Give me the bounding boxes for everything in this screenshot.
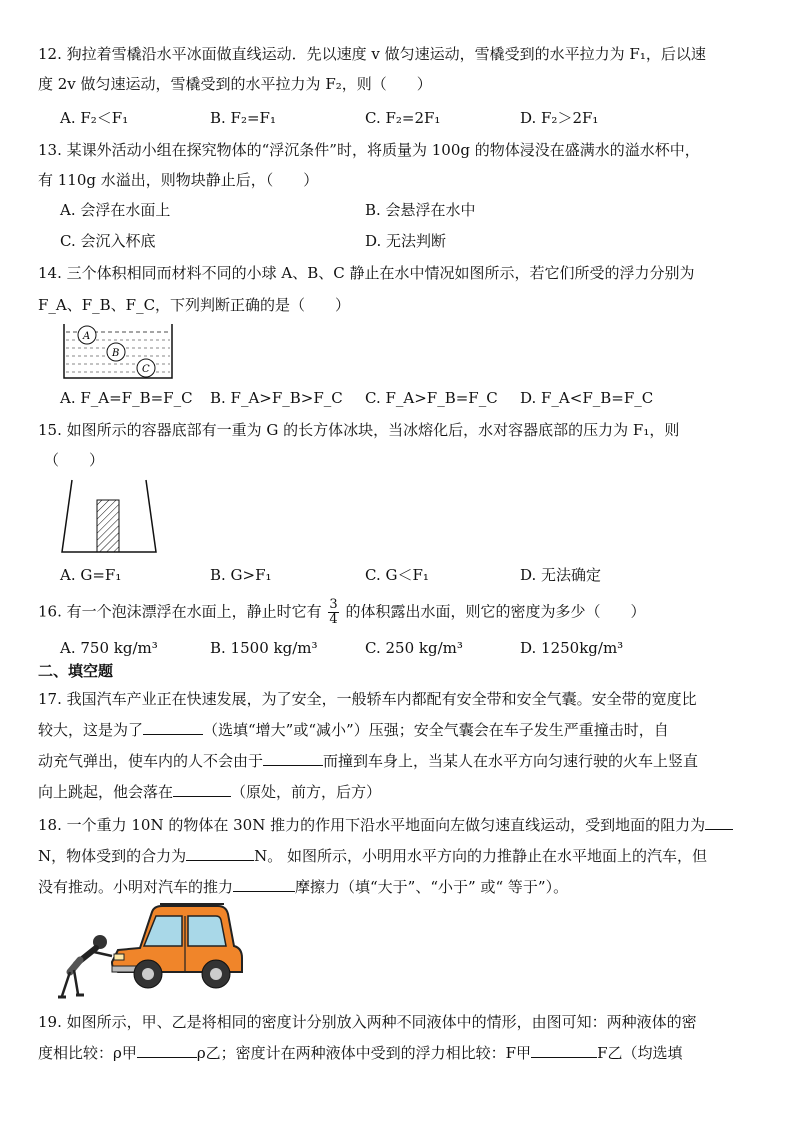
q18-line2-a: N，物体受到的合力为 [38, 847, 187, 865]
q16-fraction-denominator: 4 [329, 612, 338, 627]
q13-option-b: B. 会悬浮在水中 [365, 201, 476, 219]
ball-c-label: C [142, 364, 150, 375]
q12-stem-line1: 12. 狗拉着雪橇沿水平冰面做直线运动．先以速度 v 做匀速运动，雪橇受到的水平拉力为 F₁，后以速 [38, 45, 706, 63]
q15-option-d: D. 无法确定 [520, 566, 602, 584]
q15-option-c: C. G＜F₁ [365, 566, 429, 584]
q19-line2-c: F乙（均选填 [597, 1044, 683, 1062]
q16-option-b: B. 1500 kg/m³ [210, 639, 318, 657]
q13-option-d: D. 无法判断 [365, 232, 447, 250]
q12-stem-line2: 度 2v 做匀速运动，雪橇受到的水平拉力为 F₂，则（ ） [38, 75, 432, 93]
q14-beaker-figure [60, 322, 180, 382]
q17-blank-1[interactable] [143, 720, 203, 735]
q13-option-c: C. 会沉入杯底 [60, 232, 156, 250]
q14-stem-line2: F_A、F_B、F_C，下列判断正确的是（ ） [38, 296, 351, 314]
q17-line4-a: 向上跳起，他会落在 [38, 783, 174, 801]
q16-fraction-numerator: 3 [329, 597, 338, 612]
q19-blank-2[interactable] [531, 1043, 597, 1058]
boy-pushing-car-illustration [56, 902, 246, 1002]
q13-option-a: A. 会浮在水面上 [60, 201, 171, 219]
q15-container-figure [60, 478, 160, 554]
q19-line2 [38, 1043, 682, 1063]
q12-option-c: C. F₂=2F₁ [365, 109, 441, 127]
q19-line2-a: 度相比较：ρ甲 [38, 1044, 137, 1062]
q18-line1 [38, 815, 733, 835]
q18-line3-a: 没有推动。小明对汽车的推力 [38, 878, 234, 896]
q18-line2-b: N。 如图所示，小明用水平方向的力推静止在水平地面上的汽车，但 [254, 847, 708, 865]
q17-line2-a: 较大，这是为了 [38, 721, 144, 739]
q17-line2 [38, 720, 669, 740]
car-window-rear [188, 916, 226, 946]
q14-option-d: D. F_A<F_B=F_C [520, 389, 654, 407]
q18-line2 [38, 846, 707, 866]
q16-stem [38, 598, 645, 627]
q19-blank-1[interactable] [137, 1043, 197, 1058]
q15-option-b: B. G>F₁ [210, 566, 272, 584]
q16-option-a: A. 750 kg/m³ [60, 639, 158, 657]
q18-line3 [38, 877, 568, 897]
q16-fraction [328, 598, 338, 627]
q18-line1-text: 18. 一个重力 10N 的物体在 30N 推力的作用下沿水平地面向左做匀速直线运动，受到地面的阻力为 [38, 816, 706, 834]
q18-blank-2[interactable] [186, 846, 254, 861]
q17-line4-b: （原处，前方，后方） [231, 783, 382, 801]
q16-option-c: C. 250 kg/m³ [365, 639, 463, 657]
q18-blank-1[interactable] [705, 815, 733, 830]
boy-arms [94, 952, 112, 956]
q16-option-d: D. 1250kg/m³ [520, 639, 624, 657]
q14-option-c: C. F_A>F_B=F_C [365, 389, 498, 407]
q12-option-a: A. F₂＜F₁ [60, 109, 129, 127]
q13-stem-line1: 13. 某课外活动小组在探究物体的“浮沉条件”时，将质量为 100g 的物体浸没在盛满水的溢水杯中， [38, 141, 700, 159]
q17-blank-2[interactable] [263, 751, 323, 766]
q16-stem-post: 的体积露出水面，则它的密度为多少（ ） [345, 602, 646, 621]
ice-block [97, 500, 119, 552]
q17-line1: 17. 我国汽车产业正在快速发展，为了安全，一般轿车内都配有安全带和安全气囊。安全带的宽度比 [38, 690, 697, 708]
q17-blank-3[interactable] [173, 782, 231, 797]
q12-option-b: B. F₂=F₁ [210, 109, 276, 127]
q16-stem-pre: 16. 有一个泡沫漂浮在水面上，静止时它有 [38, 602, 322, 621]
section-heading-fill-in: 二、填空题 [38, 662, 114, 680]
q14-stem-line1: 14. 三个体积相同而材料不同的小球 A、B、C 静止在水中情况如图所示，若它们所受的浮力分别为 [38, 264, 695, 282]
q19-line1: 19. 如图所示，甲、乙是将相同的密度计分别放入两种不同液体中的情形，由图可知：两种液体的密 [38, 1013, 697, 1031]
q17-line3 [38, 751, 698, 771]
q15-option-a: A. G=F₁ [60, 566, 122, 584]
q17-line4 [38, 782, 381, 802]
q17-line2-b: （选填“增大”或“减小”）压强；安全气囊会在车子发生严重撞击时，自 [203, 721, 669, 739]
boy-legs [62, 970, 78, 996]
q12-option-d: D. F₂＞2F₁ [520, 109, 599, 127]
q13-stem-line2: 有 110g 水溢出，则物块静止后，（ ） [38, 171, 319, 189]
q18-line3-b: 摩擦力（填“大于”、“小于” 或“ 等于”）。 [295, 878, 569, 896]
ball-a-label: A [83, 331, 91, 342]
q18-blank-3[interactable] [233, 877, 295, 892]
q17-line3-b: 而撞到车身上，当某人在水平方向匀速行驶的火车上竖直 [323, 752, 699, 770]
q19-line2-b: ρ乙；密度计在两种液体中受到的浮力相比较：F甲 [196, 1044, 532, 1062]
q14-option-b: B. F_A>F_B>F_C [210, 389, 343, 407]
car-headlight [114, 954, 124, 960]
ball-b-label: B [112, 348, 120, 359]
q15-stem-line2: （ ） [44, 451, 105, 469]
q17-line3-a: 动充气弹出，使车内的人不会由于 [38, 752, 264, 770]
q14-option-a: A. F_A=F_B=F_C [60, 389, 193, 407]
q15-stem-line1: 15. 如图所示的容器底部有一重为 G 的长方体冰块，当冰熔化后，水对容器底部的压力为 F₁，则 [38, 421, 680, 439]
